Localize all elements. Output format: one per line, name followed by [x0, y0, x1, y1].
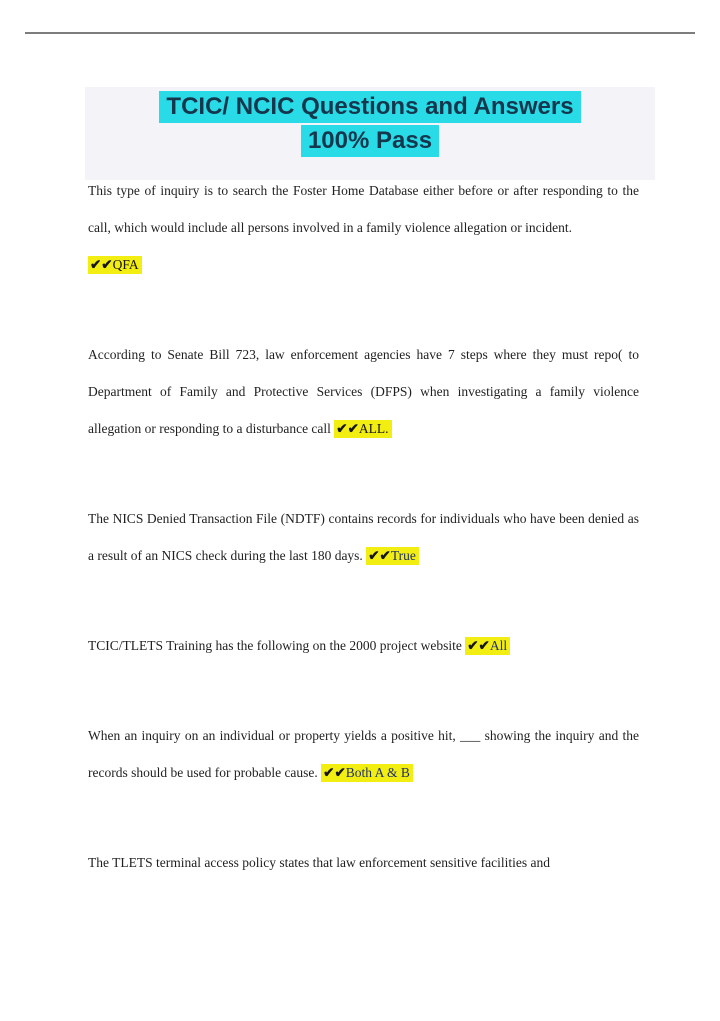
double-check-icon: ✔✔: [90, 257, 113, 272]
page-title-line-2: [85, 124, 655, 158]
qa-question-text: The NICS Denied Transaction File (NDTF) contains records for individuals who have been denied as a result of an NICS check during the last 180 days.: [88, 511, 639, 563]
qa-answer-highlight: [366, 547, 419, 565]
title-highlight-2: 100% Pass: [301, 125, 439, 157]
qa-item: [88, 627, 639, 664]
qa-question-text: When an inquiry on an individual or property yields a positive hit, ___ showing the inquiry and the records should be used for probable cause.: [88, 728, 639, 780]
double-check-icon: ✔✔: [336, 421, 359, 436]
qa-question-text: This type of inquiry is to search the Foster Home Database either before or after responding to the call, which would include all persons involved in a family violence allegation or incident.: [88, 183, 639, 235]
title-highlight-1: TCIC/ NCIC Questions and Answers: [159, 91, 580, 123]
qa-answer-highlight: [334, 420, 391, 438]
qa-answer-text: True: [390, 548, 416, 563]
qa-answer-text: QFA: [112, 257, 139, 272]
qa-question-text: According to Senate Bill 723, law enforcement agencies have 7 steps where they must repo( to Department of Family and Protective Services (DFPS) when investigating a family violence allegation or responding to a disturbance call: [88, 347, 639, 436]
qa-item: [88, 172, 639, 283]
page-title-line-1: [85, 90, 655, 124]
qa-answer-line: [88, 246, 639, 283]
qa-item: [88, 336, 639, 447]
double-check-icon: ✔✔: [467, 638, 490, 653]
double-check-icon: ✔✔: [368, 548, 391, 563]
qa-answer-highlight: [465, 637, 510, 655]
top-horizontal-rule: [25, 32, 695, 34]
qa-answer-text: ALL.: [358, 421, 389, 436]
qa-answer-text: Both A & B: [345, 765, 410, 780]
qa-item: [88, 717, 639, 791]
qa-item: [88, 500, 639, 574]
qa-item: [88, 844, 639, 881]
double-check-icon: ✔✔: [323, 765, 346, 780]
qa-answer-highlight: [321, 764, 413, 782]
qa-answer-highlight: [88, 256, 142, 274]
qa-question-text: TCIC/TLETS Training has the following on the 2000 project website: [88, 638, 462, 653]
qa-list: [88, 172, 639, 881]
qa-answer-text: All: [489, 638, 508, 653]
title-panel: [85, 87, 655, 180]
qa-question-text: The TLETS terminal access policy states that law enforcement sensitive facilities and: [88, 855, 550, 870]
